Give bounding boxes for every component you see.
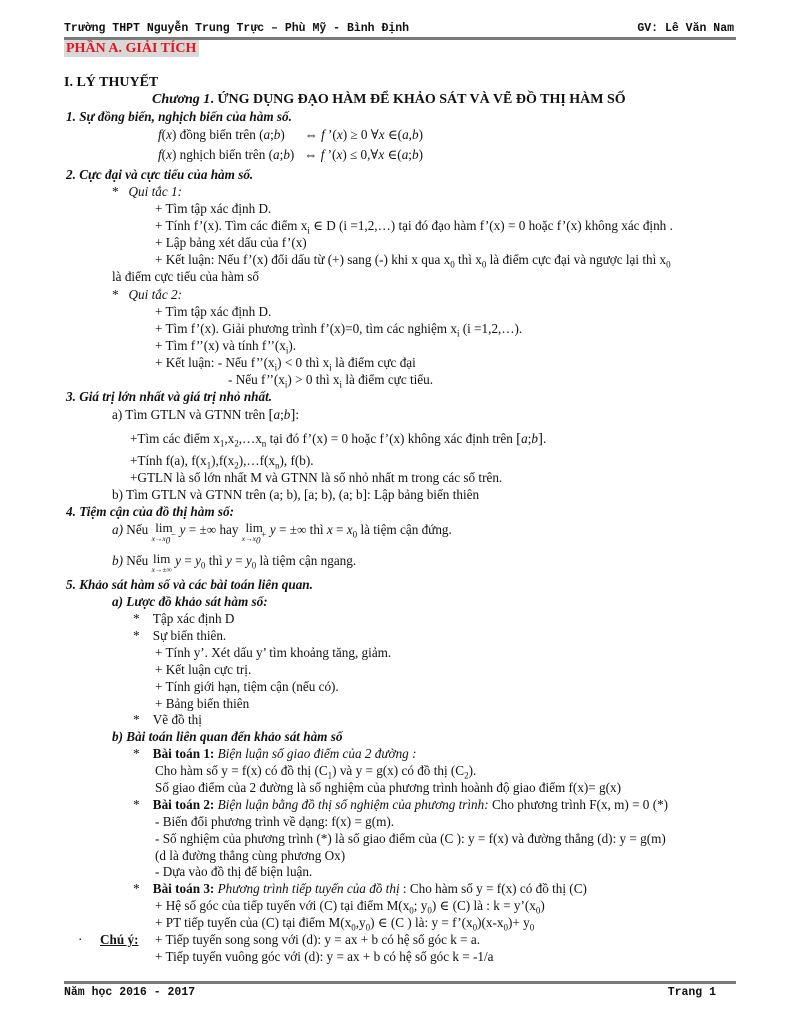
s3-title: 3. Giá trị lớn nhất và giá trị nhỏ nhất.	[66, 389, 273, 404]
s1-title: 1. Sự đồng biến, nghịch biến của hàm số.	[66, 109, 292, 124]
part-title: PHẦN A. GIẢI TÍCH	[64, 40, 199, 57]
s5-a2-4: + Bảng biến thiên	[155, 696, 250, 711]
s5-a2-2: + Kết luận cực trị.	[155, 662, 252, 677]
bt3-heading: * Bài toán 3: Phương trình tiếp tuyến của đồ thị : Cho hàm số y = f(x) có đồ thị (C)	[133, 881, 587, 896]
s5-a2: * Sự biến thiên.	[133, 628, 227, 643]
bt2-heading: * Bài toán 2: Biện luận bằng đồ thị số nghiệm của phương trình: Cho phương trình F(x, m) = 0 (*)	[133, 797, 669, 812]
s5-a1: * Tập xác định D	[133, 611, 235, 626]
s1-row2: f(x) nghịch biến trên (a;b) ⇔ f ’(x) ≤ 0,∀x ∈(a;b)	[158, 147, 423, 162]
s5-b-title: b) Bài toán liên quan đến khảo sát hàm số	[112, 729, 343, 744]
note-label: Chú ý:	[100, 932, 139, 947]
bt2-l3: (d là đường thẳng cùng phương Ox)	[155, 848, 346, 863]
s5-a-title: a) Lược đồ khảo sát hàm số:	[112, 594, 268, 609]
footer-year: Năm học 2016 - 2017	[64, 986, 196, 999]
s2-r1-l5: là điểm cực tiểu của hàm số	[112, 269, 260, 284]
note-2: + Tiếp tuyến vuông góc với (d): y = ax + b có hệ số góc k = -1/a	[155, 949, 494, 964]
s5-title: 5. Khảo sát hàm số và các bài toán liên quan.	[66, 577, 313, 592]
s5-a3: * Vẽ đồ thị	[133, 712, 202, 727]
bt2-l1: - Biến đổi phương trình về dạng: f(x) = g(m).	[155, 814, 395, 829]
s2-r2-l4: + Kết luận: - Nếu $f’’(x_i) < 0$ thì $x_i$ là điểm cực đại	[155, 355, 416, 373]
s4-b: b) Nếu lim x→±∞ $y = y_0$ thì $y = y_0$ là tiệm cận ngang.	[112, 551, 357, 574]
note-1: + Tiếp tuyến song song với (d): y = ax + b có hệ số góc k = a.	[155, 932, 480, 947]
s3-l3: +Tính f(a), $f(x_1),f(x_2),\dots f(x_n)$, f(b).	[130, 453, 314, 471]
s2-r1-l3: + Lập bảng xét dấu của f’(x)	[155, 235, 307, 250]
s1-row1: f(x) đồng biến trên (a;b) ⇔ f ’(x) ≥ 0 ∀x ∈(a,b)	[158, 127, 423, 142]
page-footer	[64, 986, 716, 1004]
s5-a2-1: + Tính y’. Xét dấu y’ tìm khoảng tăng, giảm.	[155, 645, 392, 660]
s2-r2-l1: + Tìm tập xác định D.	[155, 304, 272, 319]
s4-a: a) Nếu lim $x\to x_0^-$ y = ±∞ hay lim $x\to x_0^+$ y = ±∞ thì $x = x_0$ là tiệm cận đứng.	[112, 520, 452, 546]
bt2-l4: - Dựa vào đồ thị để biện luận.	[155, 864, 313, 879]
s2-r1-l1: + Tìm tập xác định D.	[155, 201, 272, 216]
chapter-title	[152, 92, 626, 108]
bt3-l1: + Hệ số góc của tiếp tuyến với (C) tại điểm $M(x_0$; $y_0$) ∈ (C) là : $k = y’(x_0)$	[155, 898, 545, 916]
header-school: Trường THPT Nguyễn Trung Trực – Phù Mỹ - Bình Định	[64, 22, 410, 35]
s3-b: b) Tìm GTLN và GTNN trên (a; b), [a; b), (a; b]: Lập bảng biến thiên	[112, 487, 480, 502]
s2-r2-l3: + Tìm f’’(x) và tính $f’’(x_i)$.	[155, 338, 297, 356]
bt1-heading: * Bài toán 1: Biện luận số giao điểm của 2 đường :	[133, 746, 417, 761]
s2-r2-l2: + Tìm f’(x). Giải phương trình f’(x)=0, tìm các nghiệm $x_i$ (i =1,2,…).	[155, 321, 523, 339]
s3-l4: +GTLN là số lớn nhất M và GTNN là số nhỏ nhất m trong các số trên.	[130, 470, 503, 485]
s3-l2: +Tìm các điểm $x_1,x_2,\dots x_n$ tại đó f’(x) = 0 hoặc f’(x) không xác định trên [a;b].	[130, 431, 547, 449]
s2-r1-l4: + Kết luận: Nếu f’(x) đổi dấu từ (+) sang (-) khi x qua $x_0$ thì $x_0$ là điểm cực đại và ngược lại thì $x_0$	[155, 252, 671, 270]
s2-rule1: * Qui tắc 1:	[112, 184, 182, 199]
s2-r1-l2: + Tính f’(x). Tìm các điểm $x_i$ ∈ D (i =1,2,…) tại đó đạo hàm f’(x) = 0 hoặc f’(x) không xác định .	[155, 218, 673, 236]
s2-rule2: * Qui tắc 2:	[112, 287, 182, 302]
section-title: I. LÝ THUYẾT	[64, 75, 159, 90]
s4-title: 4. Tiệm cận của đồ thị hàm số:	[66, 504, 235, 519]
s2-title: 2. Cực đại và cực tiểu của hàm số.	[66, 167, 254, 182]
bt1-l1: Cho hàm số y = f(x) có đồ thị $(C_1)$ và y = g(x) có đồ thị $(C_2)$.	[155, 763, 477, 781]
bt1-l2: Số giao điểm của 2 đường là số nghiệm của phương trình hoành độ giao điểm f(x)= g(x)	[155, 780, 622, 795]
s5-a2-3: + Tính giới hạn, tiệm cận (nếu có).	[155, 679, 339, 694]
chapter-prefix: Chương 1	[152, 92, 211, 107]
bt3-l2: + PT tiếp tuyến của (C) tại điểm $M(x_0,y_0)$ ∈ (C ) là: $y = f’(x_0)(x-x_0)+ y_0$	[155, 915, 535, 933]
s2-r2-l5: - Nếu $f’’(x_i) > 0$ thì $x_i$ là điểm cực tiểu.	[228, 372, 434, 390]
header-teacher: GV: Lê Văn Nam	[637, 22, 734, 35]
page-header	[64, 20, 734, 38]
bt2-l2: - Số nghiệm của phương trình (*) là số giao điểm của (C ): y = f(x) và đường thẳng (d): y = g(m)	[155, 831, 666, 846]
footer-rule	[64, 981, 736, 984]
chapter-rest: . ỨNG DỤNG ĐẠO HÀM ĐỂ KHẢO SÁT VÀ VẼ ĐỒ THỊ HÀM SỐ	[210, 92, 626, 107]
s3-a: a) Tìm GTLN và GTNN trên [a;b]:	[112, 407, 300, 423]
footer-page: Trang 1	[667, 986, 716, 999]
note-bullet: ·	[78, 932, 83, 947]
